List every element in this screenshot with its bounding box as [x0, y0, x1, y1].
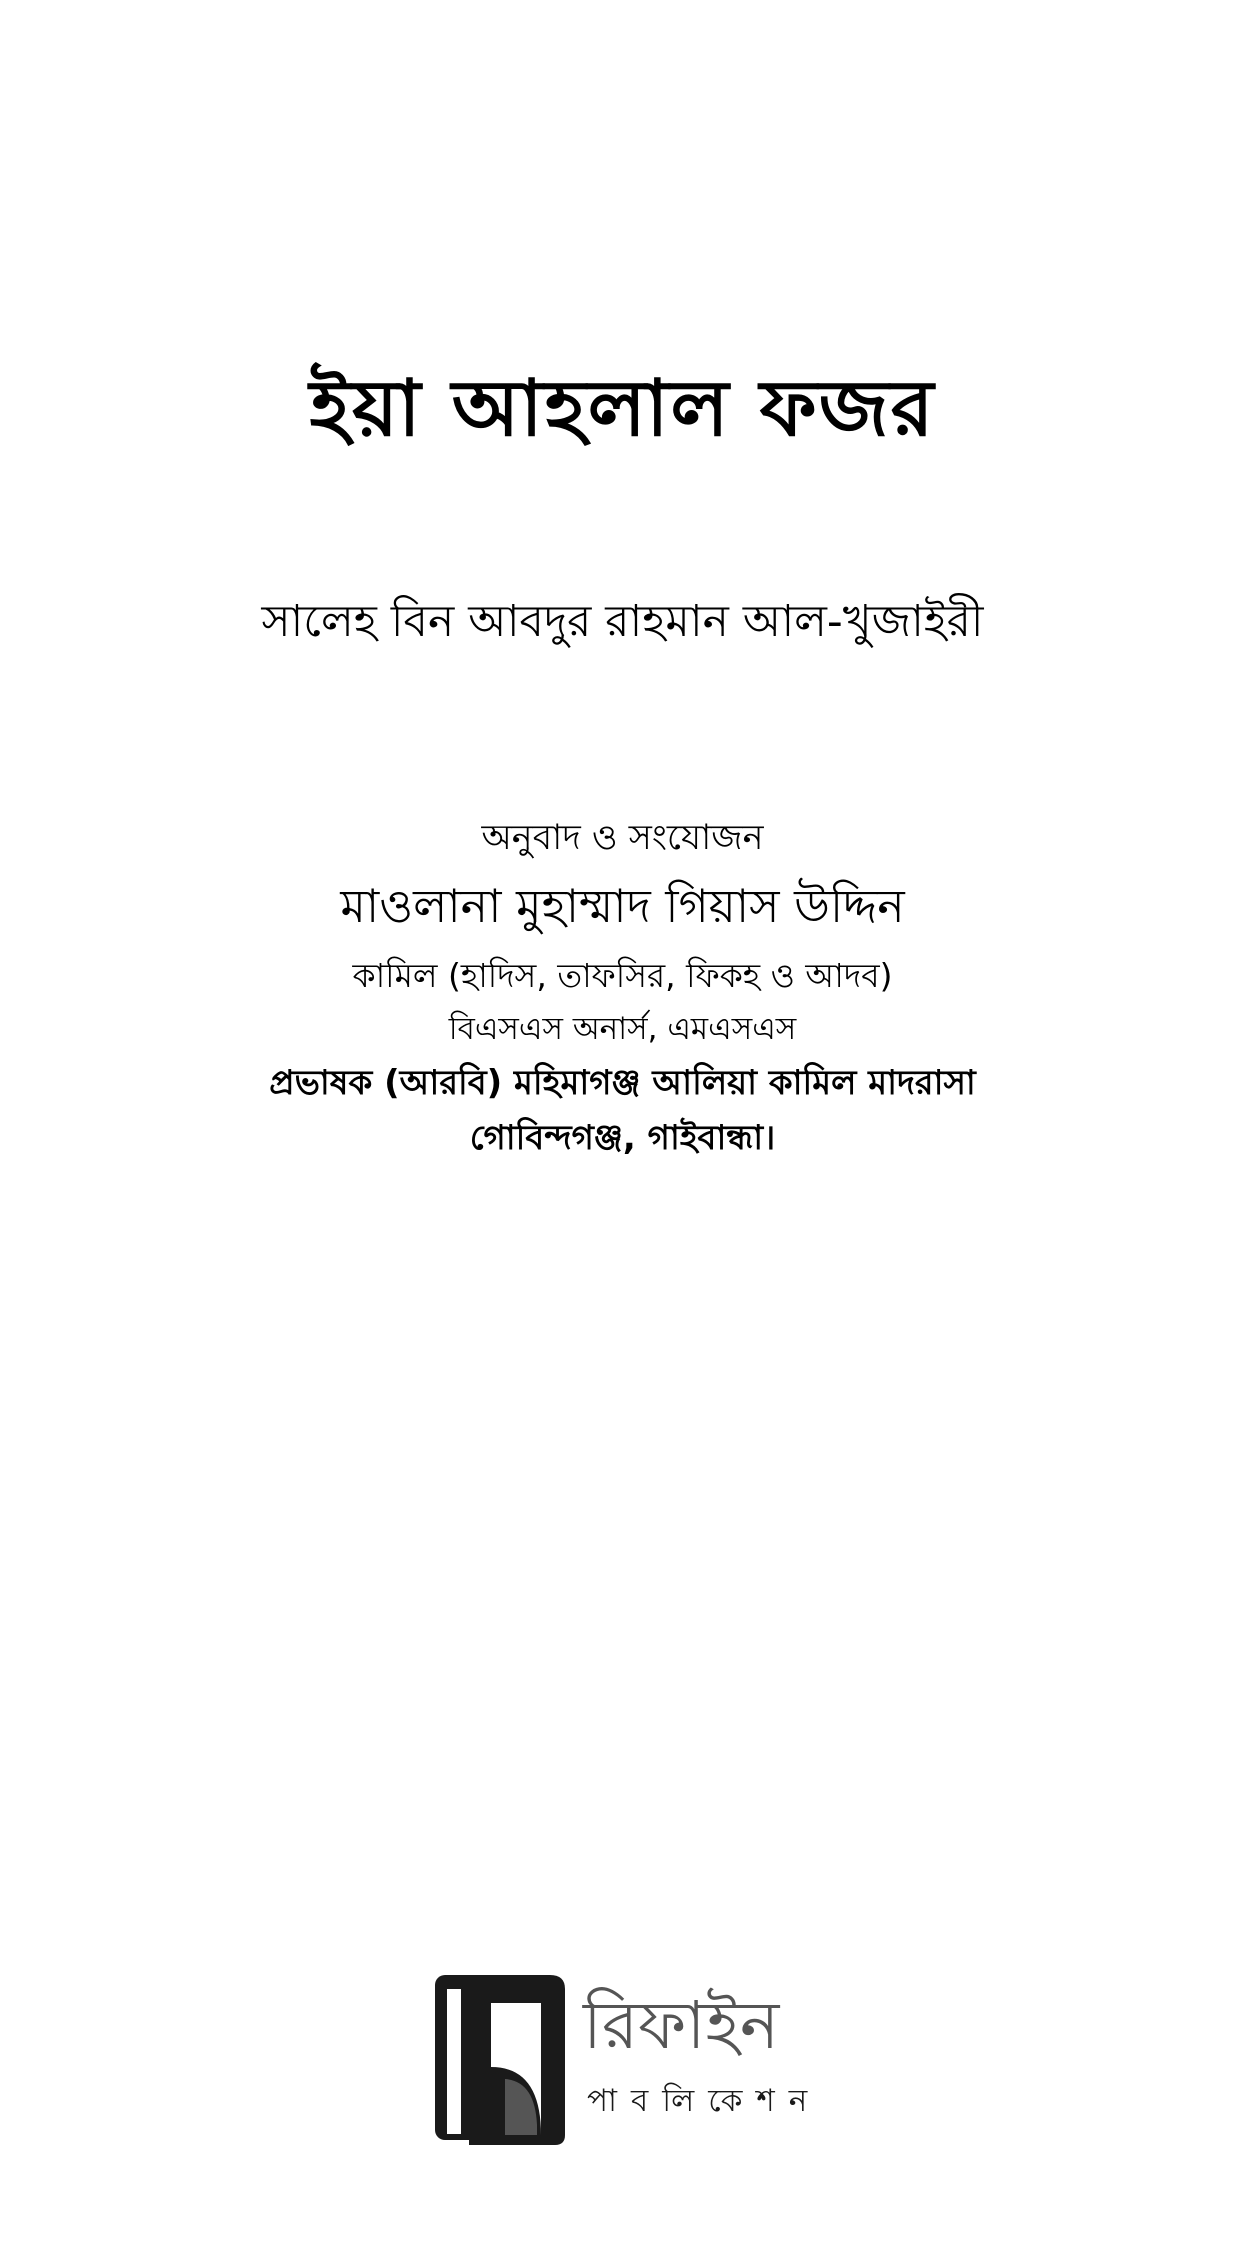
translator-location: গোবিন্দগঞ্জ, গাইবান্ধা।: [469, 1118, 776, 1158]
book-title: ইয়া আহলাল ফজর: [309, 364, 936, 454]
publisher-logo: [435, 1975, 825, 2145]
publisher-subtitle: পাবলিকেশন: [587, 2083, 822, 2119]
translator-degree-1: কামিল (হাদিস, তাফসির, ফিকহ ও আদব): [352, 956, 893, 995]
author-name: সালেহ বিন আবদুর রাহমান আল-খুজাইরী: [261, 596, 984, 647]
publisher-name: রিফাইন: [583, 1987, 780, 2064]
translation-label: অনুবাদ ও সংযোজন: [481, 818, 764, 858]
book-logo-icon: [435, 1975, 570, 2145]
translator-position: প্রভাষক (আরবি) মহিমাগঞ্জ আলিয়া কামিল মাদরাসা: [269, 1063, 976, 1103]
translator-degree-2: বিএসএস অনার্স, এমএসএস: [448, 1011, 797, 1047]
translator-name: মাওলানা মুহাম্মাদ গিয়াস উদ্দিন: [340, 879, 905, 933]
